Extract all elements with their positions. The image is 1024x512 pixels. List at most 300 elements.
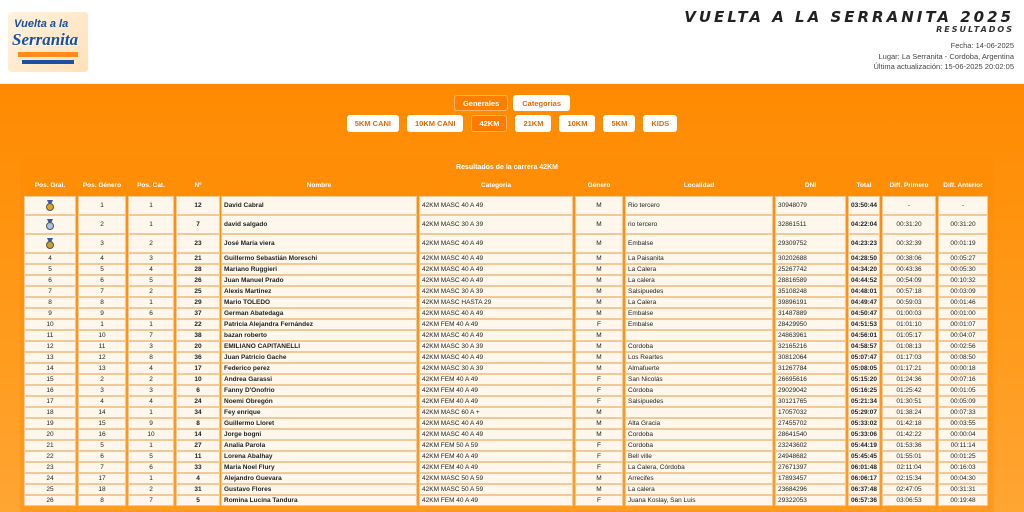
cell-dni: 26695616 xyxy=(775,374,846,385)
cell-gral: 16 xyxy=(24,385,76,396)
cell-cat: 6 xyxy=(128,308,174,319)
cell-total: 05:07:47 xyxy=(848,352,880,363)
medal-icon xyxy=(46,238,54,249)
page-title: VUELTA A LA SERRANITA 2025 xyxy=(684,8,1014,26)
cell-category: 42KM MASC 50 A 59 xyxy=(419,484,573,495)
cell-cat: 4 xyxy=(128,363,174,374)
table-header xyxy=(20,176,994,194)
cell-d1: 01:42:18 xyxy=(882,418,936,429)
cell-num: 10 xyxy=(176,374,220,385)
cell-gen: 6 xyxy=(78,275,126,286)
cell-loc: La calera xyxy=(625,484,773,495)
medal-silver-icon xyxy=(24,215,76,234)
cell-name: Noemi Obregón xyxy=(221,396,417,407)
table-row xyxy=(20,341,994,352)
cell-category: 42KM MASC 40 A 49 xyxy=(419,275,573,286)
cell-total: 06:57:36 xyxy=(848,495,880,506)
column-header-dni: DNI xyxy=(804,181,817,189)
cell-d1: 00:57:18 xyxy=(882,286,936,297)
cell-num: 28 xyxy=(176,264,220,275)
cell-category: 42KM MASC 40 A 49 xyxy=(419,429,573,440)
cell-dni: 29309752 xyxy=(775,234,846,253)
cell-gral: 6 xyxy=(24,275,76,286)
event-date: Fecha: 14-06-2025 xyxy=(950,41,1014,50)
cell-gen: 2 xyxy=(78,215,126,234)
cell-sex: F xyxy=(575,319,623,330)
cell-d1: 03:06:53 xyxy=(882,495,936,506)
cell-dni: 29322053 xyxy=(775,495,846,506)
distance-tabs xyxy=(0,115,1024,132)
cell-sex: F xyxy=(575,374,623,385)
cell-category: 42KM FEM 40 A 49 xyxy=(419,451,573,462)
table-row xyxy=(20,385,994,396)
cell-loc: Salsipuedes xyxy=(625,286,773,297)
cell-sex: M xyxy=(575,275,623,286)
table-row xyxy=(20,396,994,407)
cell-d2: 00:07:33 xyxy=(938,407,988,418)
cell-gen: 4 xyxy=(78,396,126,407)
cell-category: 42KM MASC 30 A 39 xyxy=(419,363,573,374)
cell-cat: 9 xyxy=(128,418,174,429)
distance-kids[interactable]: KIDS xyxy=(643,115,677,132)
distance-10km-cani[interactable]: 10KM CANI xyxy=(407,115,463,132)
cell-category: 42KM MASC 40 A 49 xyxy=(419,330,573,341)
distance-42km[interactable]: 42KM xyxy=(471,115,507,132)
table-row xyxy=(20,215,994,234)
distance-10km[interactable]: 10KM xyxy=(559,115,595,132)
cell-loc: Salsipuedes xyxy=(625,396,773,407)
cell-num: 24 xyxy=(176,396,220,407)
cell-total: 04:50:47 xyxy=(848,308,880,319)
cell-dni: 32861511 xyxy=(775,215,846,234)
cell-cat: 3 xyxy=(128,385,174,396)
cell-d1: 01:05:17 xyxy=(882,330,936,341)
cell-gral: 20 xyxy=(24,429,76,440)
cell-d2: 00:05:27 xyxy=(938,253,988,264)
cell-dni: 35108248 xyxy=(775,286,846,297)
cell-dni: 29029042 xyxy=(775,385,846,396)
cell-total: 05:15:20 xyxy=(848,374,880,385)
cell-total: 06:37:48 xyxy=(848,484,880,495)
cell-sex: F xyxy=(575,396,623,407)
table-row xyxy=(20,308,994,319)
cell-loc: Alta Gracia xyxy=(625,418,773,429)
cell-dni: 31267784 xyxy=(775,363,846,374)
cell-loc: La calera xyxy=(625,275,773,286)
column-header-cat: Pos. Cat. xyxy=(137,181,165,189)
logo-text-main: Serranita xyxy=(12,30,79,49)
cell-dni: 17057032 xyxy=(775,407,846,418)
cell-loc: Cordoba xyxy=(625,440,773,451)
cell-d1: 02:11:04 xyxy=(882,462,936,473)
table-row xyxy=(20,275,994,286)
cell-cat: 2 xyxy=(128,286,174,297)
cell-dni: 30812064 xyxy=(775,352,846,363)
cell-loc: Almafuerte xyxy=(625,363,773,374)
cell-cat: 2 xyxy=(128,234,174,253)
cell-category: 42KM MASC 40 A 49 xyxy=(419,418,573,429)
cell-loc: Embalse xyxy=(625,308,773,319)
cell-cat: 7 xyxy=(128,330,174,341)
table-row xyxy=(20,473,994,484)
cell-sex: F xyxy=(575,495,623,506)
last-update: Última actualización: 15-06-2025 20:02:05 xyxy=(873,62,1014,71)
cell-d1: - xyxy=(882,196,936,215)
cell-d1: 01:24:36 xyxy=(882,374,936,385)
cell-d2: 00:01:07 xyxy=(938,319,988,330)
cell-total: 05:33:02 xyxy=(848,418,880,429)
column-header-d1: Diff. Primero xyxy=(889,181,929,189)
cell-d1: 01:08:13 xyxy=(882,341,936,352)
cell-sex: M xyxy=(575,341,623,352)
cell-num: 11 xyxy=(176,451,220,462)
cell-loc: Embalse xyxy=(625,234,773,253)
cell-d2: 00:11:14 xyxy=(938,440,988,451)
medal-icon xyxy=(46,200,54,211)
cell-name: German Abatedaga xyxy=(221,308,417,319)
cell-name: Juan Patricio Gache xyxy=(221,352,417,363)
cell-cat: 10 xyxy=(128,429,174,440)
cell-dni: 27455702 xyxy=(775,418,846,429)
cell-gral: 17 xyxy=(24,396,76,407)
cell-total: 04:44:52 xyxy=(848,275,880,286)
event-location: Lugar: La Serranita - Cordoba, Argentina xyxy=(878,51,1014,61)
cell-num: 25 xyxy=(176,286,220,297)
cell-gen: 7 xyxy=(78,286,126,297)
table-row xyxy=(20,297,994,308)
cell-sex: M xyxy=(575,407,623,418)
cell-gen: 9 xyxy=(78,308,126,319)
cell-name: Maria Noel Flury xyxy=(221,462,417,473)
cell-total: 04:48:01 xyxy=(848,286,880,297)
cell-gen: 3 xyxy=(78,234,126,253)
cell-d1: 01:25:42 xyxy=(882,385,936,396)
cell-gen: 17 xyxy=(78,473,126,484)
cell-gen: 1 xyxy=(78,196,126,215)
event-logo xyxy=(8,12,88,72)
cell-sex: M xyxy=(575,473,623,484)
cell-dni: 28816589 xyxy=(775,275,846,286)
cell-d2: 00:01:05 xyxy=(938,385,988,396)
cell-gen: 12 xyxy=(78,352,126,363)
cell-gen: 8 xyxy=(78,297,126,308)
cell-dni: 27671397 xyxy=(775,462,846,473)
cell-sex: M xyxy=(575,215,623,234)
cell-name: José María viera xyxy=(221,234,417,253)
cell-d1: 01:38:24 xyxy=(882,407,936,418)
cell-num: 29 xyxy=(176,297,220,308)
column-header-d2: Diff. Anterior xyxy=(943,181,983,189)
cell-d2: - xyxy=(938,196,988,215)
cell-loc: Los Reartes xyxy=(625,352,773,363)
cell-category: 42KM FEM 40 A 49 xyxy=(419,385,573,396)
cell-gral: 5 xyxy=(24,264,76,275)
cell-name: EMILIANO CAPITANELLI xyxy=(221,341,417,352)
cell-category: 42KM MASC 40 A 49 xyxy=(419,253,573,264)
cell-dni: 30121765 xyxy=(775,396,846,407)
page-subtitle: RESULTADOS xyxy=(936,25,1014,34)
cell-name: Patricia Alejandra Fernández xyxy=(221,319,417,330)
cell-num: 34 xyxy=(176,407,220,418)
cell-num: 37 xyxy=(176,308,220,319)
table-row xyxy=(20,407,994,418)
cell-name: david salgado xyxy=(221,215,417,234)
cell-d1: 02:47:05 xyxy=(882,484,936,495)
cell-gen: 15 xyxy=(78,418,126,429)
cell-d2: 00:00:18 xyxy=(938,363,988,374)
column-header-num: Nº xyxy=(194,181,202,189)
cell-loc: Juana Koslay, San Luis xyxy=(625,495,773,506)
cell-cat: 4 xyxy=(128,396,174,407)
cell-total: 04:28:50 xyxy=(848,253,880,264)
cell-name: Mario TOLEDO xyxy=(221,297,417,308)
cell-d1: 00:31:20 xyxy=(882,215,936,234)
cell-d2: 00:04:30 xyxy=(938,473,988,484)
cell-d2: 00:01:19 xyxy=(938,234,988,253)
cell-num: 33 xyxy=(176,462,220,473)
cell-category: 42KM MASC 40 A 49 xyxy=(419,264,573,275)
cell-d1: 01:30:51 xyxy=(882,396,936,407)
cell-d2: 00:05:09 xyxy=(938,396,988,407)
view-tabs xyxy=(0,95,1024,111)
cell-d2: 00:31:31 xyxy=(938,484,988,495)
table-row xyxy=(20,319,994,330)
cell-num: 6 xyxy=(176,385,220,396)
table-row xyxy=(20,429,994,440)
cell-dni: 31487889 xyxy=(775,308,846,319)
cell-name: Fey enrique xyxy=(221,407,417,418)
cell-gral: 4 xyxy=(24,253,76,264)
cell-category: 42KM MASC 40 A 49 xyxy=(419,196,573,215)
tab-generales[interactable]: Generales xyxy=(454,95,508,111)
cell-name: Lorena Abalhay xyxy=(221,451,417,462)
cell-gral: 24 xyxy=(24,473,76,484)
cell-sex: F xyxy=(575,451,623,462)
cell-num: 38 xyxy=(176,330,220,341)
cell-cat: 5 xyxy=(128,275,174,286)
cell-dni: 23243602 xyxy=(775,440,846,451)
table-row xyxy=(20,451,994,462)
cell-total: 03:50:44 xyxy=(848,196,880,215)
cell-d2: 00:19:48 xyxy=(938,495,988,506)
cell-d1: 00:38:06 xyxy=(882,253,936,264)
medal-icon xyxy=(46,219,54,230)
cell-gen: 13 xyxy=(78,363,126,374)
table-row xyxy=(20,374,994,385)
results-area xyxy=(0,84,1024,512)
cell-d1: 00:54:09 xyxy=(882,275,936,286)
distance-5km-cani[interactable]: 5KM CANI xyxy=(347,115,399,132)
cell-name: Alexis Martinez xyxy=(221,286,417,297)
cell-cat: 1 xyxy=(128,196,174,215)
cell-gen: 14 xyxy=(78,407,126,418)
cell-gral: 22 xyxy=(24,451,76,462)
cell-total: 06:06:17 xyxy=(848,473,880,484)
cell-sex: M xyxy=(575,429,623,440)
cell-loc: Cordoba xyxy=(625,429,773,440)
cell-cat: 8 xyxy=(128,352,174,363)
cell-d2: 00:01:46 xyxy=(938,297,988,308)
cell-gral: 7 xyxy=(24,286,76,297)
cell-gen: 7 xyxy=(78,462,126,473)
cell-cat: 2 xyxy=(128,374,174,385)
cell-name: Federico perez xyxy=(221,363,417,374)
cell-sex: M xyxy=(575,352,623,363)
column-header-loc: Localidad xyxy=(683,181,715,189)
cell-total: 05:44:19 xyxy=(848,440,880,451)
cell-gen: 16 xyxy=(78,429,126,440)
cell-gral: 11 xyxy=(24,330,76,341)
cell-category: 42KM MASC HASTA 29 xyxy=(419,297,573,308)
cell-gen: 5 xyxy=(78,440,126,451)
cell-total: 05:29:07 xyxy=(848,407,880,418)
column-header-name: Nombre xyxy=(306,181,332,189)
cell-name: bazan roberto xyxy=(221,330,417,341)
cell-cat: 3 xyxy=(128,253,174,264)
results-panel xyxy=(20,156,994,512)
cell-num: 26 xyxy=(176,275,220,286)
cell-category: 42KM MASC 40 A 49 xyxy=(419,308,573,319)
cell-name: Gustavo Flores xyxy=(221,484,417,495)
logo-text-top: Vuelta a la xyxy=(14,18,69,30)
cell-cat: 5 xyxy=(128,451,174,462)
cell-cat: 1 xyxy=(128,215,174,234)
cell-gral: 9 xyxy=(24,308,76,319)
cell-d1: 01:53:36 xyxy=(882,440,936,451)
cell-d1: 00:32:39 xyxy=(882,234,936,253)
cell-num: 8 xyxy=(176,418,220,429)
cell-total: 04:23:23 xyxy=(848,234,880,253)
cell-loc: San Nicolás xyxy=(625,374,773,385)
cell-d2: 00:00:04 xyxy=(938,429,988,440)
cell-total: 05:45:45 xyxy=(848,451,880,462)
cell-name: Analia Parola xyxy=(221,440,417,451)
cell-gen: 11 xyxy=(78,341,126,352)
cell-gral: 14 xyxy=(24,363,76,374)
cell-num: 23 xyxy=(176,234,220,253)
table-row xyxy=(20,264,994,275)
cell-gral: 18 xyxy=(24,407,76,418)
cell-category: 42KM FEM 50 A 59 xyxy=(419,440,573,451)
column-header-category: Categoria xyxy=(481,181,511,189)
cell-total: 05:08:05 xyxy=(848,363,880,374)
cell-num: 4 xyxy=(176,473,220,484)
cell-category: 42KM FEM 40 A 49 xyxy=(419,319,573,330)
cell-gral: 10 xyxy=(24,319,76,330)
cell-d2: 00:31:20 xyxy=(938,215,988,234)
cell-category: 42KM FEM 40 A 49 xyxy=(419,396,573,407)
cell-category: 42KM MASC 60 A + xyxy=(419,407,573,418)
cell-d2: 00:07:16 xyxy=(938,374,988,385)
cell-num: 7 xyxy=(176,215,220,234)
cell-d1: 00:59:03 xyxy=(882,297,936,308)
cell-sex: M xyxy=(575,308,623,319)
cell-gen: 3 xyxy=(78,385,126,396)
medal-bronze-icon xyxy=(24,234,76,253)
cell-loc: rio tercero xyxy=(625,215,773,234)
table-row xyxy=(20,352,994,363)
cell-num: 21 xyxy=(176,253,220,264)
cell-num: 20 xyxy=(176,341,220,352)
cell-name: Guillermo Sebastián Moreschi xyxy=(221,253,417,264)
cell-sex: M xyxy=(575,330,623,341)
cell-d2: 00:03:55 xyxy=(938,418,988,429)
cell-cat: 1 xyxy=(128,440,174,451)
cell-d1: 01:17:03 xyxy=(882,352,936,363)
cell-category: 42KM MASC 30 A 39 xyxy=(419,215,573,234)
cell-d1: 00:43:36 xyxy=(882,264,936,275)
cell-d2: 00:01:00 xyxy=(938,308,988,319)
cell-name: Fanny D'Onofrio xyxy=(221,385,417,396)
cell-category: 42KM MASC 40 A 49 xyxy=(419,234,573,253)
cell-dni: 30202688 xyxy=(775,253,846,264)
cell-dni: 17893457 xyxy=(775,473,846,484)
cell-gen: 8 xyxy=(78,495,126,506)
cell-total: 04:34:20 xyxy=(848,264,880,275)
cell-loc: Arrecifes xyxy=(625,473,773,484)
cell-num: 12 xyxy=(176,196,220,215)
cell-gral: 25 xyxy=(24,484,76,495)
cell-loc: La Paisanita xyxy=(625,253,773,264)
cell-gen: 10 xyxy=(78,330,126,341)
cell-gral: 26 xyxy=(24,495,76,506)
distance-5km[interactable]: 5KM xyxy=(603,115,635,132)
cell-d1: 01:01:10 xyxy=(882,319,936,330)
cell-gen: 2 xyxy=(78,374,126,385)
table-row xyxy=(20,418,994,429)
table-row xyxy=(20,363,994,374)
cell-num: 22 xyxy=(176,319,220,330)
cell-name: David Cabral xyxy=(221,196,417,215)
tab-categorias[interactable]: Categorias xyxy=(513,95,570,111)
cell-sex: M xyxy=(575,286,623,297)
column-header-total: Total xyxy=(856,181,872,189)
cell-sex: M xyxy=(575,297,623,308)
cell-dni: 30948079 xyxy=(775,196,846,215)
cell-name: Romina Lucina Tandura xyxy=(221,495,417,506)
cell-cat: 7 xyxy=(128,495,174,506)
cell-sex: F xyxy=(575,440,623,451)
cell-loc: Rio tercero xyxy=(625,196,773,215)
cell-loc xyxy=(625,407,773,418)
cell-sex: F xyxy=(575,462,623,473)
cell-d2: 00:08:50 xyxy=(938,352,988,363)
cell-total: 04:51:53 xyxy=(848,319,880,330)
table-row xyxy=(20,286,994,297)
cell-sex: M xyxy=(575,196,623,215)
cell-name: Juan Manuel Prado xyxy=(221,275,417,286)
cell-d2: 00:01:25 xyxy=(938,451,988,462)
cell-gen: 1 xyxy=(78,319,126,330)
cell-cat: 2 xyxy=(128,484,174,495)
cell-loc: Bell ville xyxy=(625,451,773,462)
cell-loc: Córdoba xyxy=(625,385,773,396)
cell-sex: M xyxy=(575,418,623,429)
cell-dni: 32165216 xyxy=(775,341,846,352)
cell-gral: 19 xyxy=(24,418,76,429)
cell-cat: 1 xyxy=(128,297,174,308)
cell-dni: 39896191 xyxy=(775,297,846,308)
cell-name: Mariano Ruggieri xyxy=(221,264,417,275)
cell-d1: 01:55:01 xyxy=(882,451,936,462)
cell-sex: M xyxy=(575,363,623,374)
cell-num: 17 xyxy=(176,363,220,374)
cell-category: 42KM FEM 40 A 49 xyxy=(419,374,573,385)
cell-sex: M xyxy=(575,234,623,253)
distance-21km[interactable]: 21KM xyxy=(515,115,551,132)
table-row xyxy=(20,330,994,341)
cell-sex: F xyxy=(575,385,623,396)
